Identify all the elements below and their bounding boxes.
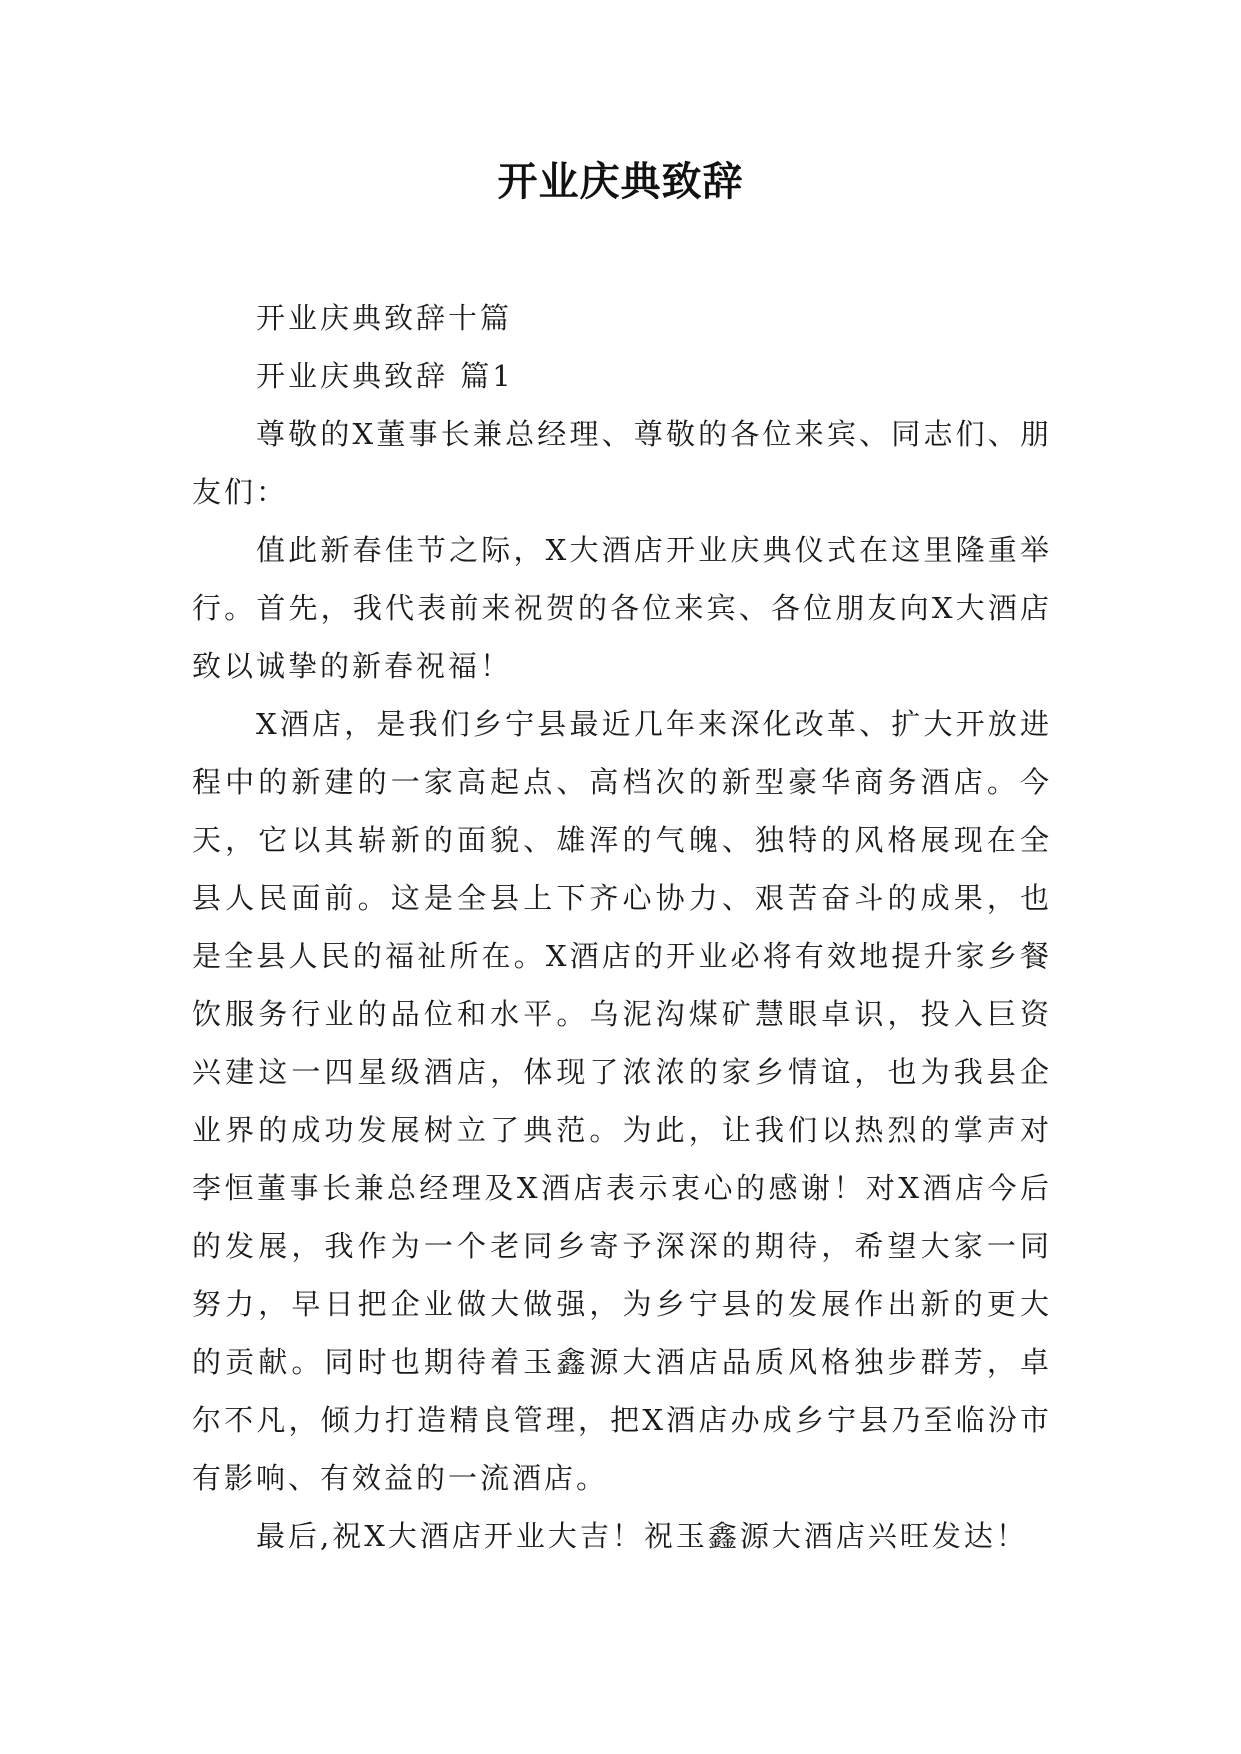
paragraph-salutation: 尊敬的X董事长兼总经理、尊敬的各位来宾、同志们、朋友们：	[192, 417, 1052, 509]
paragraph-closing: 最后,祝X大酒店开业大吉！祝玉鑫源大酒店兴旺发达！	[256, 1519, 1028, 1553]
paragraph-opening: 值此新春佳节之际，X大酒店开业庆典仪式在这里隆重举行。首先，我代表前来祝贺的各位来宾、各位朋友向X大酒店致以诚挚的新春祝福！	[192, 533, 1052, 683]
paragraph-series-title: 开业庆典致辞十篇	[256, 301, 513, 335]
document-title: 开业庆典致辞	[497, 159, 744, 205]
paragraph-main-body: X酒店，是我们乡宁县最近几年来深化改革、扩大开放进程中的新建的一家高起点、高档次的新型豪华商务酒店。今天，它以其崭新的面貌、雄浑的气魄、独特的风格展现在全县人民面前。这是全县上下齐心协力、艰苦奋斗的成果，也是全县人民的福祉所在。X酒店的开业必将有效地提升家乡餐饮服务行业的品位和水平。乌泥沟煤矿慧眼卓识，投入巨资兴建这一四星级酒店，体现了浓浓的家乡情谊，也为我县企业界的成功发展树立了典范。为此，让我们以热烈的掌声对李恒董事长兼总经理及X酒店表示衷心的感谢！对X酒店今后的发展，我作为一个老同乡寄予深深的期待，希望大家一同努力，早日把企业做大做强，为乡宁县的发展作出新的更大的贡献。同时也期待着玉鑫源大酒店品质风格独步群芳，卓尔不凡，倾力打造精良管理，把X酒店办成乡宁县乃至临汾市有影响、有效益的一流酒店。	[192, 707, 1052, 1495]
document-body	[192, 289, 1052, 1565]
paragraph-section-heading: 开业庆典致辞 篇1	[256, 359, 514, 393]
